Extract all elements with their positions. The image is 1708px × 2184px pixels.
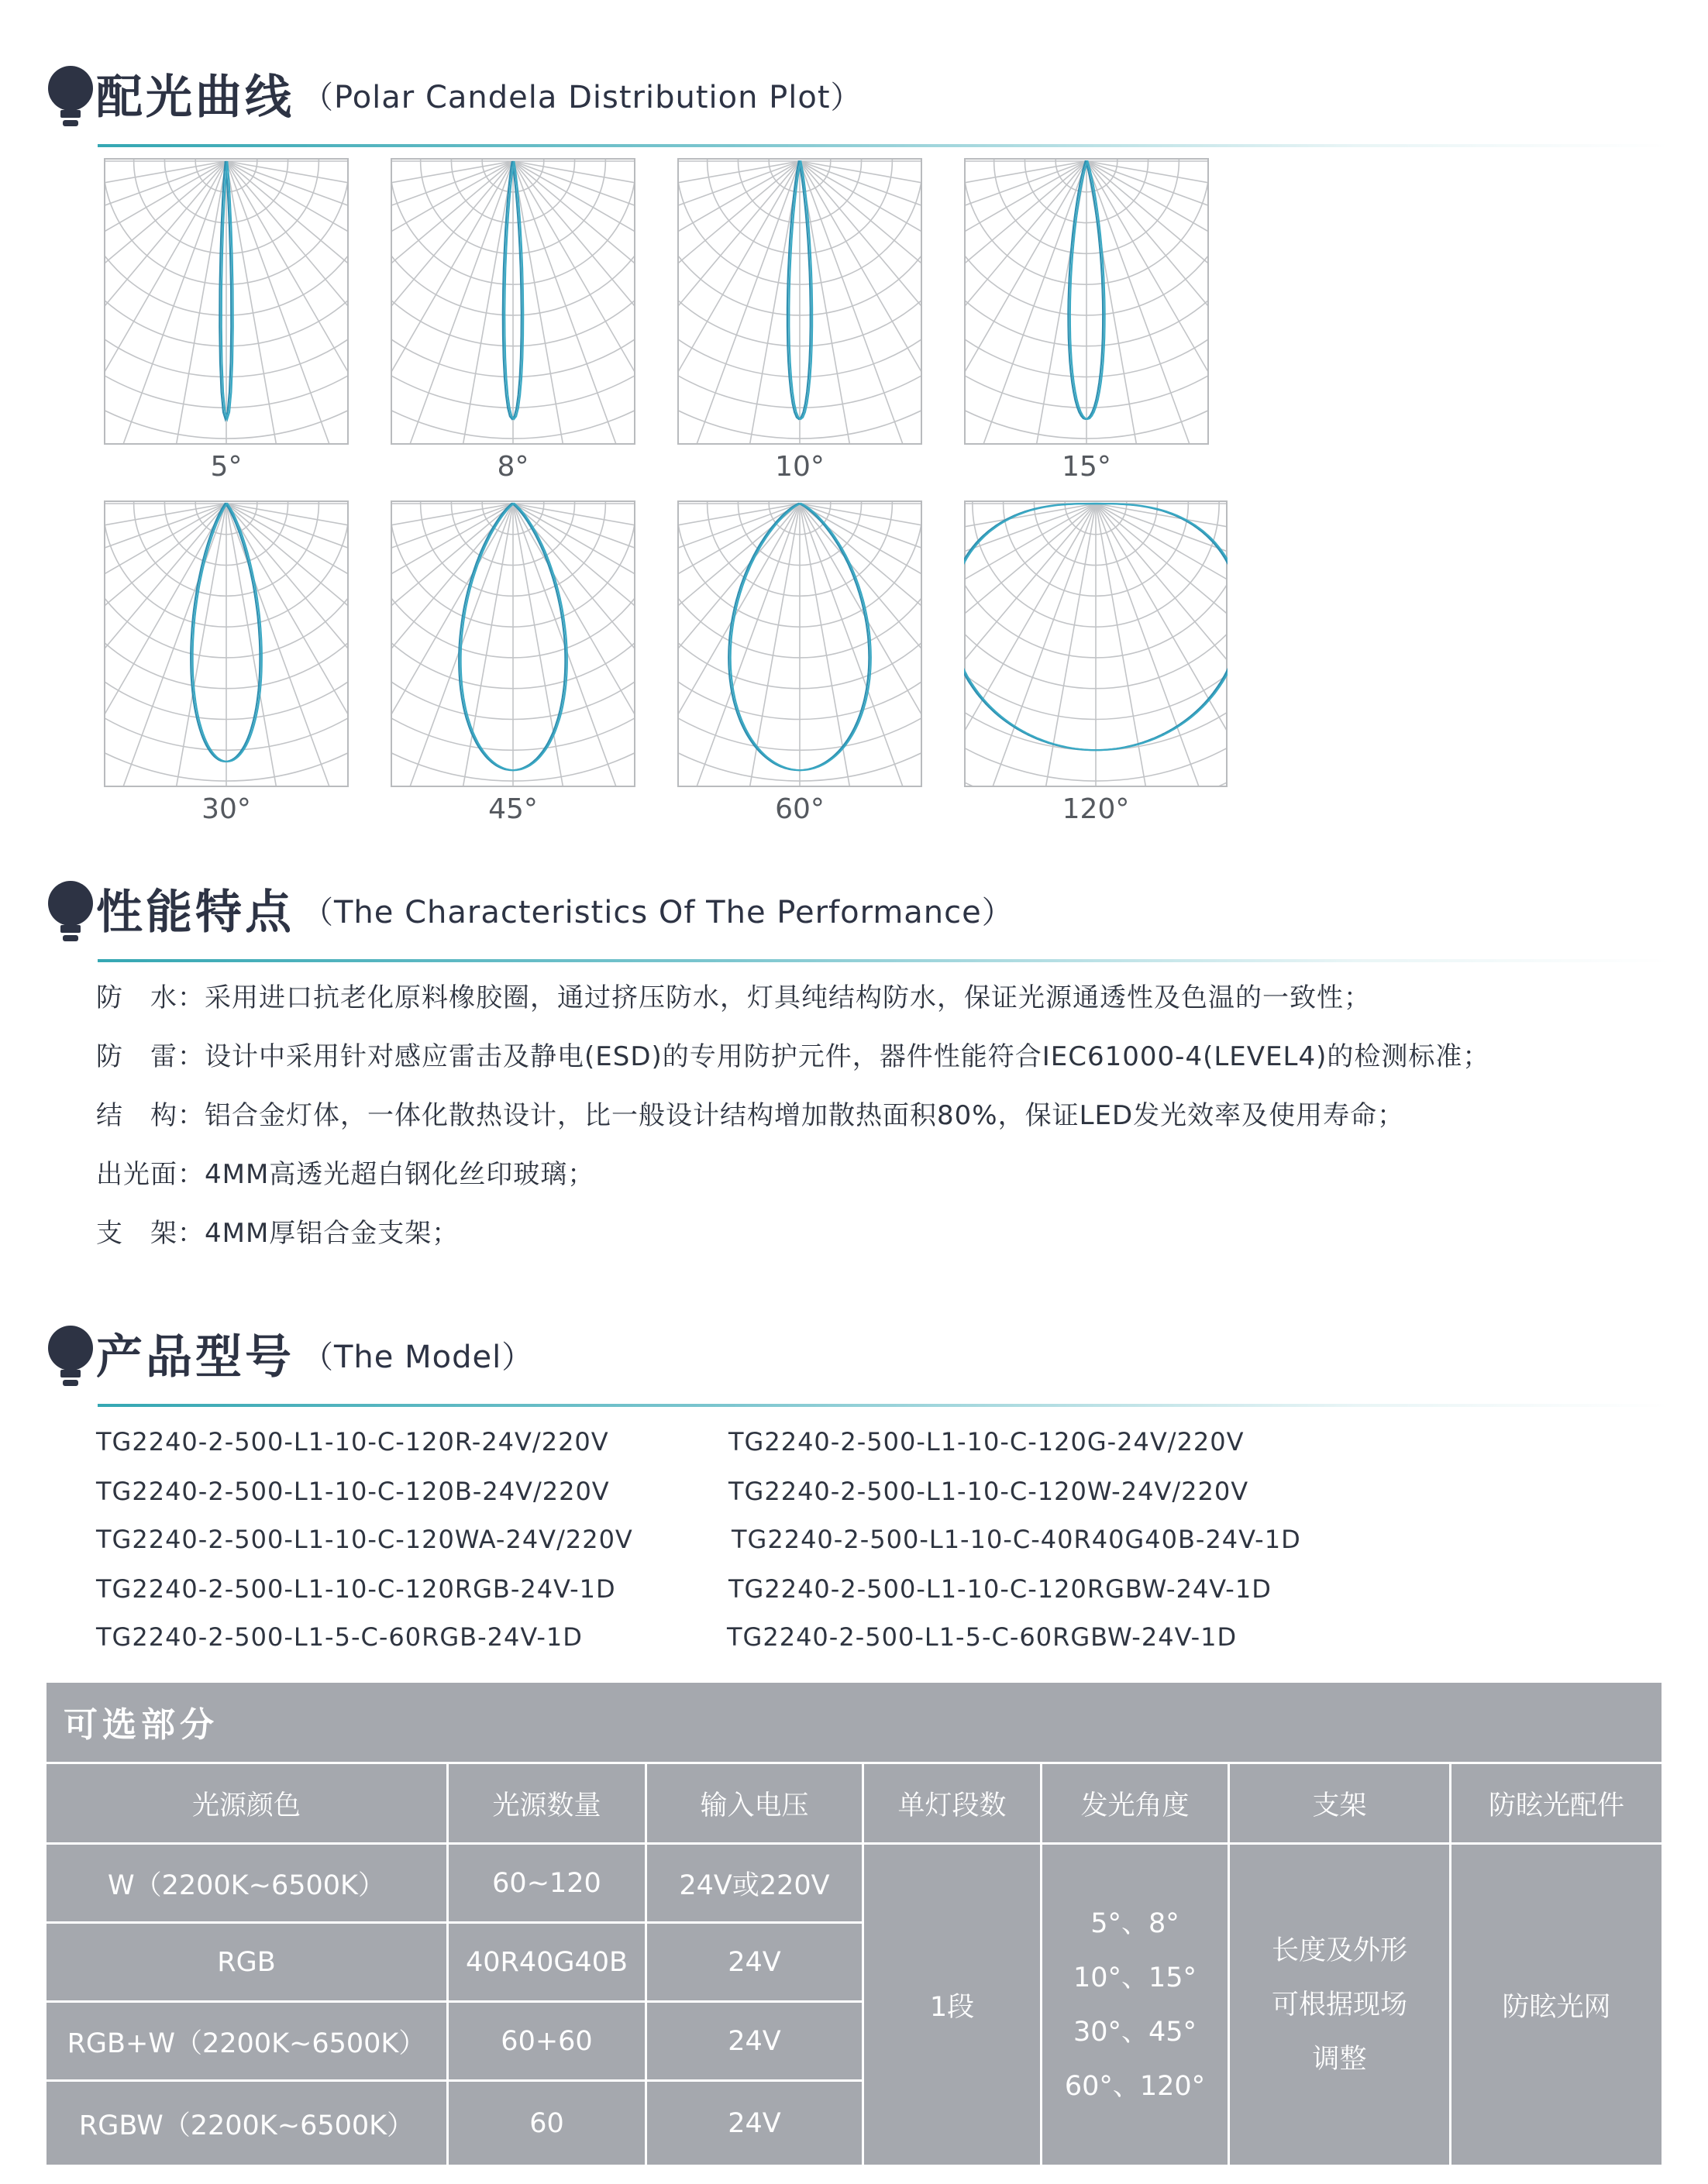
- model-divider: [98, 1404, 1671, 1407]
- table-cell: RGB: [217, 1946, 276, 1978]
- polar-plot-label: 15°: [1062, 451, 1111, 483]
- feature-waterproof: 防 水：采用进口抗老化原料橡胶圈，通过挤压防水，灯具纯结构防水，保证光源通透性及色温的一致性；: [96, 982, 1371, 1013]
- model-code: TG2240-2-500-L1-10-C-120W-24V/220V: [728, 1477, 1249, 1506]
- feature-structure: 结 构：铝合金灯体，一体化散热设计，比一般设计结构增加散热面积80%，保证LED发光效率及使用寿命；: [96, 1100, 1405, 1131]
- table-cell: 60: [529, 2107, 564, 2139]
- table-cell: 24V: [728, 1946, 781, 1978]
- polar-grid-lines: [104, 500, 349, 787]
- polar-plot-svg: [104, 158, 349, 445]
- polar-plot-label: 5°: [210, 451, 243, 483]
- model-code: TG2240-2-500-L1-10-C-120RGBW-24V-1D: [728, 1574, 1272, 1604]
- table-cell: RGB+W（2200K~6500K）: [67, 2028, 426, 2059]
- table-cell: RGBW（2200K~6500K）: [78, 2110, 415, 2141]
- polar-plot-svg: [104, 500, 349, 787]
- polar-section-header: [43, 60, 1655, 130]
- polar-plot-svg: [677, 500, 922, 787]
- bulb-icon: [46, 1325, 95, 1388]
- polar-plot-label: 120°: [1062, 793, 1130, 825]
- col-header-angle: 发光角度: [1080, 1790, 1190, 1821]
- polar-plot-5: [104, 158, 349, 483]
- features-subtitle: （The Characteristics Of The Performance）: [302, 895, 1014, 930]
- features-title: 性能特点: [96, 886, 294, 940]
- polar-plot-10: [677, 158, 922, 483]
- col-header-voltage: 输入电压: [700, 1790, 809, 1821]
- polar-plot-svg: [964, 500, 1228, 787]
- model-subtitle: （The Model）: [302, 1340, 534, 1375]
- model-code: TG2240-2-500-L1-10-C-120WA-24V/220V: [96, 1525, 633, 1554]
- polar-grid-lines: [677, 158, 922, 445]
- col-header-anti-glare: 防眩光配件: [1488, 1790, 1624, 1821]
- options-table-title: 可选部分: [64, 1705, 219, 1745]
- col-header-segments: 单灯段数: [897, 1790, 1007, 1821]
- polar-plot-svg: [677, 158, 922, 445]
- feature-bracket: 支 架：4MM厚铝合金支架；: [96, 1218, 460, 1249]
- bulb-icon: [46, 65, 95, 129]
- polar-plot-60: [677, 500, 922, 825]
- polar-plot-15: [964, 158, 1209, 483]
- model-title: 产品型号: [96, 1330, 294, 1384]
- polar-title: 配光曲线: [96, 71, 294, 125]
- anti-glare-cell: 防眩光网: [1502, 1991, 1611, 2023]
- model-section-header: [43, 1320, 1655, 1390]
- polar-grid-lines: [104, 158, 349, 445]
- feature-lightning: 防 雷：设计中采用针对感应雷击及静电(ESD)的专用防护元件，器件性能符合IEC61000-4(LEVEL4)的检测标准；: [96, 1041, 1490, 1072]
- polar-plot-svg: [391, 158, 635, 445]
- polar-plot-45: [391, 500, 635, 825]
- polar-intensity-curve: [461, 504, 567, 770]
- features-section-header: [43, 875, 1655, 945]
- table-cell: W（2200K~6500K）: [108, 1869, 385, 1901]
- model-code: TG2240-2-500-L1-10-C-120R-24V/220V: [96, 1427, 609, 1457]
- col-header-color: 光源颜色: [191, 1790, 301, 1821]
- features-divider: [98, 959, 1671, 962]
- model-code: TG2240-2-500-L1-5-C-60RGBW-24V-1D: [727, 1622, 1238, 1652]
- table-cell: 24V: [728, 2107, 781, 2139]
- polar-subtitle: （Polar Candela Distribution Plot）: [302, 80, 863, 115]
- table-cell: 40R40G40B: [465, 1946, 628, 1978]
- polar-plot-label: 30°: [201, 793, 251, 825]
- feature-lens: 出光面：4MM高透光超白钢化丝印玻璃；: [96, 1159, 595, 1190]
- polar-plot-svg: [964, 158, 1209, 445]
- polar-plot-label: 60°: [775, 793, 825, 825]
- model-code: TG2240-2-500-L1-10-C-120G-24V/220V: [728, 1427, 1245, 1457]
- table-cell: 24V: [728, 2025, 781, 2057]
- polar-plot-svg: [391, 500, 635, 787]
- bulb-icon: [46, 880, 95, 944]
- polar-grid-lines: [964, 500, 1228, 787]
- bracket-line: 调整: [1312, 2043, 1367, 2075]
- bracket-cell: [1230, 1845, 1449, 2165]
- polar-grid-lines: [677, 500, 922, 787]
- polar-divider: [98, 144, 1671, 147]
- polar-plot-label: 8°: [497, 451, 529, 483]
- polar-grid-lines: [391, 158, 635, 445]
- col-header-quantity: 光源数量: [492, 1790, 601, 1821]
- model-code: TG2240-2-500-L1-10-C-120B-24V/220V: [96, 1477, 610, 1506]
- angle-option: 5°、8°: [1090, 1907, 1179, 1939]
- polar-plot-8: [391, 158, 635, 483]
- angle-option: 10°、15°: [1073, 1962, 1197, 1993]
- polar-intensity-curve: [459, 504, 565, 770]
- polar-plot-label: 10°: [775, 451, 825, 483]
- table-cell: 60+60: [501, 2025, 593, 2057]
- angle-option: 60°、120°: [1064, 2070, 1206, 2102]
- angle-option: 30°、45°: [1073, 2016, 1197, 2048]
- table-cell: 60~120: [492, 1867, 601, 1899]
- angles-cell: [1042, 1845, 1228, 2165]
- model-code: TG2240-2-500-L1-5-C-60RGB-24V-1D: [96, 1622, 583, 1652]
- polar-plot-30: [104, 500, 349, 825]
- polar-grid-lines: [391, 500, 635, 787]
- col-header-bracket: 支架: [1312, 1790, 1367, 1821]
- model-code: TG2240-2-500-L1-10-C-120RGB-24V-1D: [96, 1574, 616, 1604]
- polar-grid-lines: [964, 158, 1209, 445]
- polar-plot-120: [964, 500, 1228, 825]
- polar-plot-label: 45°: [488, 793, 538, 825]
- segments-cell: 1段: [929, 1991, 975, 2023]
- model-code: TG2240-2-500-L1-10-C-40R40G40B-24V-1D: [732, 1525, 1301, 1554]
- bracket-line: 长度及外形: [1271, 1935, 1407, 1966]
- bracket-line: 可根据现场: [1271, 1989, 1407, 2021]
- table-cell: 24V或220V: [679, 1869, 830, 1901]
